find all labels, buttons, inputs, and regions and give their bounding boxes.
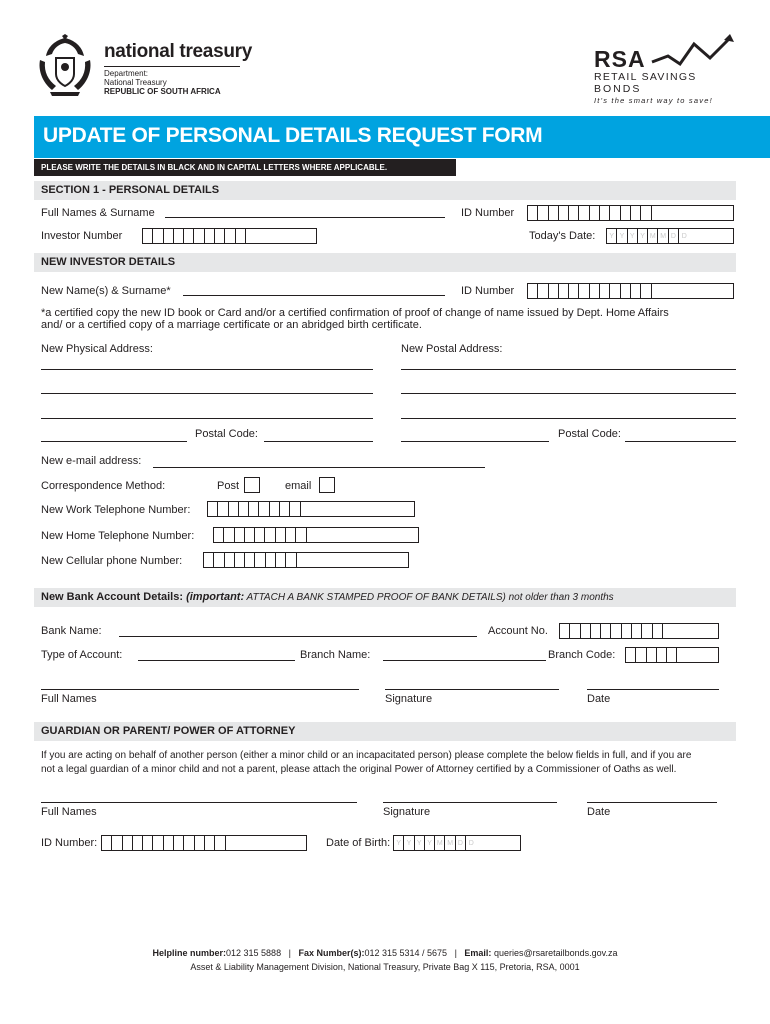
new-id-number-boxes[interactable] bbox=[527, 283, 734, 299]
bank-full-names-label: Full Names bbox=[41, 693, 97, 705]
dept-name: National Treasury bbox=[104, 78, 167, 87]
branch-name-label: Branch Name: bbox=[300, 649, 371, 661]
todays-date-boxes[interactable]: Y Y Y Y M M D D bbox=[606, 228, 734, 244]
guardian-id-number-boxes[interactable] bbox=[101, 835, 307, 851]
dob-label: Date of Birth: bbox=[326, 837, 391, 849]
guardian-date-label: Date bbox=[587, 806, 611, 818]
branch-name-field[interactable] bbox=[383, 660, 546, 661]
dept-label: Department: bbox=[104, 69, 149, 78]
postal-address-line3[interactable] bbox=[401, 418, 736, 419]
work-tel-boxes[interactable] bbox=[207, 501, 415, 517]
fax-number: 012 315 5314 / 5675 bbox=[364, 948, 448, 958]
new-investor-heading: NEW INVESTOR DETAILS bbox=[34, 253, 736, 272]
rsa-line1: RETAIL SAVINGS bbox=[594, 71, 697, 83]
cell-label: New Cellular phone Number: bbox=[41, 555, 183, 567]
new-id-number-label: ID Number bbox=[461, 285, 515, 297]
physical-address-line1[interactable] bbox=[41, 369, 373, 370]
rsa-tagline: It's the smart way to save! bbox=[594, 96, 713, 105]
physical-address-line4[interactable] bbox=[41, 441, 187, 442]
bank-date-line[interactable] bbox=[587, 689, 719, 690]
email-option-label: email bbox=[285, 480, 312, 492]
bank-date-label: Date bbox=[587, 693, 611, 705]
footer-contacts bbox=[0, 948, 770, 959]
bank-heading-rest: ATTACH A BANK STAMPED PROOF OF BANK DETAILS) not older than 3 months bbox=[244, 592, 614, 603]
bank-heading-important: (important: bbox=[186, 591, 245, 603]
dob-boxes[interactable]: Y Y Y Y M M D D bbox=[393, 835, 521, 851]
cell-boxes[interactable] bbox=[203, 552, 409, 568]
post-checkbox[interactable] bbox=[244, 477, 260, 493]
todays-date-label: Today's Date: bbox=[529, 230, 596, 242]
id-number-boxes[interactable] bbox=[527, 205, 734, 221]
email-footer-label: Email: bbox=[464, 948, 492, 958]
postal-postal-code-field[interactable] bbox=[625, 441, 736, 442]
fax-label: Fax Number(s): bbox=[298, 948, 365, 958]
rising-arrow-icon bbox=[650, 34, 734, 68]
account-no-label: Account No. bbox=[488, 625, 548, 637]
helpline-label: Helpline number: bbox=[152, 948, 227, 958]
email-label: New e-mail address: bbox=[41, 455, 142, 467]
footer-address: Asset & Liability Management Division, National Treasury, Private Bag X 115, Pretoria, RSA, 0001 bbox=[190, 962, 580, 972]
postal-address-line4[interactable] bbox=[401, 441, 549, 442]
certified-note-line1: *a certified copy the new ID book or Card and/or a certified confirmation of proof of change of name issued by Dept. Home Affairs bbox=[41, 307, 669, 319]
post-option-label: Post bbox=[217, 480, 240, 492]
type-of-account-field[interactable] bbox=[138, 660, 295, 661]
home-tel-boxes[interactable] bbox=[213, 527, 419, 543]
rsa-logo-text: RSA bbox=[594, 46, 646, 72]
org-name: national treasury bbox=[104, 41, 253, 62]
full-names-field[interactable] bbox=[165, 217, 445, 218]
email-checkbox[interactable] bbox=[319, 477, 335, 493]
guardian-full-names-line[interactable] bbox=[41, 802, 357, 803]
guardian-text-line1: If you are acting on behalf of another person (either a minor child or an incapacitated person) please complete the below fields in full, and if you are bbox=[41, 750, 692, 761]
section1-heading: SECTION 1 - PERSONAL DETAILS bbox=[34, 181, 736, 200]
bank-heading-bold: New Bank Account Details: bbox=[41, 591, 184, 603]
investor-number-boxes[interactable] bbox=[142, 228, 317, 244]
org-name-underline bbox=[104, 66, 240, 67]
country-name: REPUBLIC OF SOUTH AFRICA bbox=[104, 87, 221, 96]
work-tel-label: New Work Telephone Number: bbox=[41, 504, 191, 516]
footer-sep1: | bbox=[288, 948, 291, 958]
branch-code-label: Branch Code: bbox=[548, 649, 616, 661]
postal-postal-code-label: Postal Code: bbox=[558, 428, 621, 440]
bank-signature-label: Signature bbox=[385, 693, 433, 705]
coat-of-arms-logo bbox=[34, 34, 96, 98]
type-of-account-label: Type of Account: bbox=[41, 649, 123, 661]
home-tel-label: New Home Telephone Number: bbox=[41, 530, 195, 542]
account-no-boxes[interactable] bbox=[559, 623, 719, 639]
guardian-date-line[interactable] bbox=[587, 802, 717, 803]
physical-address-line2[interactable] bbox=[41, 393, 373, 394]
email-field[interactable] bbox=[153, 467, 485, 468]
postal-address-line2[interactable] bbox=[401, 393, 736, 394]
bank-signature-line[interactable] bbox=[385, 689, 559, 690]
new-names-field[interactable] bbox=[183, 295, 445, 296]
guardian-heading: GUARDIAN OR PARENT/ POWER OF ATTORNEY bbox=[34, 722, 736, 741]
new-names-label: New Name(s) & Surname* bbox=[41, 285, 171, 297]
guardian-signature-label: Signature bbox=[383, 806, 431, 818]
correspondence-label: Correspondence Method: bbox=[41, 480, 166, 492]
physical-postal-code-label: Postal Code: bbox=[195, 428, 258, 440]
instruction-text: PLEASE WRITE THE DETAILS IN BLACK AND IN CAPITAL LETTERS WHERE APPLICABLE. bbox=[41, 163, 388, 172]
physical-postal-code-field[interactable] bbox=[264, 441, 373, 442]
postal-address-label: New Postal Address: bbox=[401, 343, 503, 355]
bank-full-names-line[interactable] bbox=[41, 689, 359, 690]
branch-code-boxes[interactable] bbox=[625, 647, 719, 663]
full-names-label: Full Names & Surname bbox=[41, 207, 155, 219]
bank-name-field[interactable] bbox=[119, 636, 477, 637]
footer-sep2: | bbox=[454, 948, 457, 958]
certified-note-line2: and/ or a certified copy of a marriage certificate or an abridged birth certificate. bbox=[41, 319, 422, 331]
guardian-full-names-label: Full Names bbox=[41, 806, 97, 818]
guardian-text-line2: not a legal guardian of a minor child and not a parent, please attach the original Power of Attorney certified by a Commissioner of Oaths as well. bbox=[41, 764, 677, 775]
physical-address-line3[interactable] bbox=[41, 418, 373, 419]
id-number-label: ID Number bbox=[461, 207, 515, 219]
guardian-id-number-label: ID Number: bbox=[41, 837, 98, 849]
guardian-signature-line[interactable] bbox=[383, 802, 557, 803]
form-title: UPDATE OF PERSONAL DETAILS REQUEST FORM bbox=[43, 124, 543, 147]
investor-number-label: Investor Number bbox=[41, 230, 123, 242]
bank-heading bbox=[34, 588, 736, 607]
rsa-line2: BONDS bbox=[594, 83, 642, 95]
postal-address-line1[interactable] bbox=[401, 369, 736, 370]
footer-email[interactable]: queries@rsaretailbonds.gov.za bbox=[493, 948, 618, 958]
helpline-number: 012 315 5888 bbox=[226, 948, 282, 958]
physical-address-label: New Physical Address: bbox=[41, 343, 153, 355]
bank-name-label: Bank Name: bbox=[41, 625, 102, 637]
